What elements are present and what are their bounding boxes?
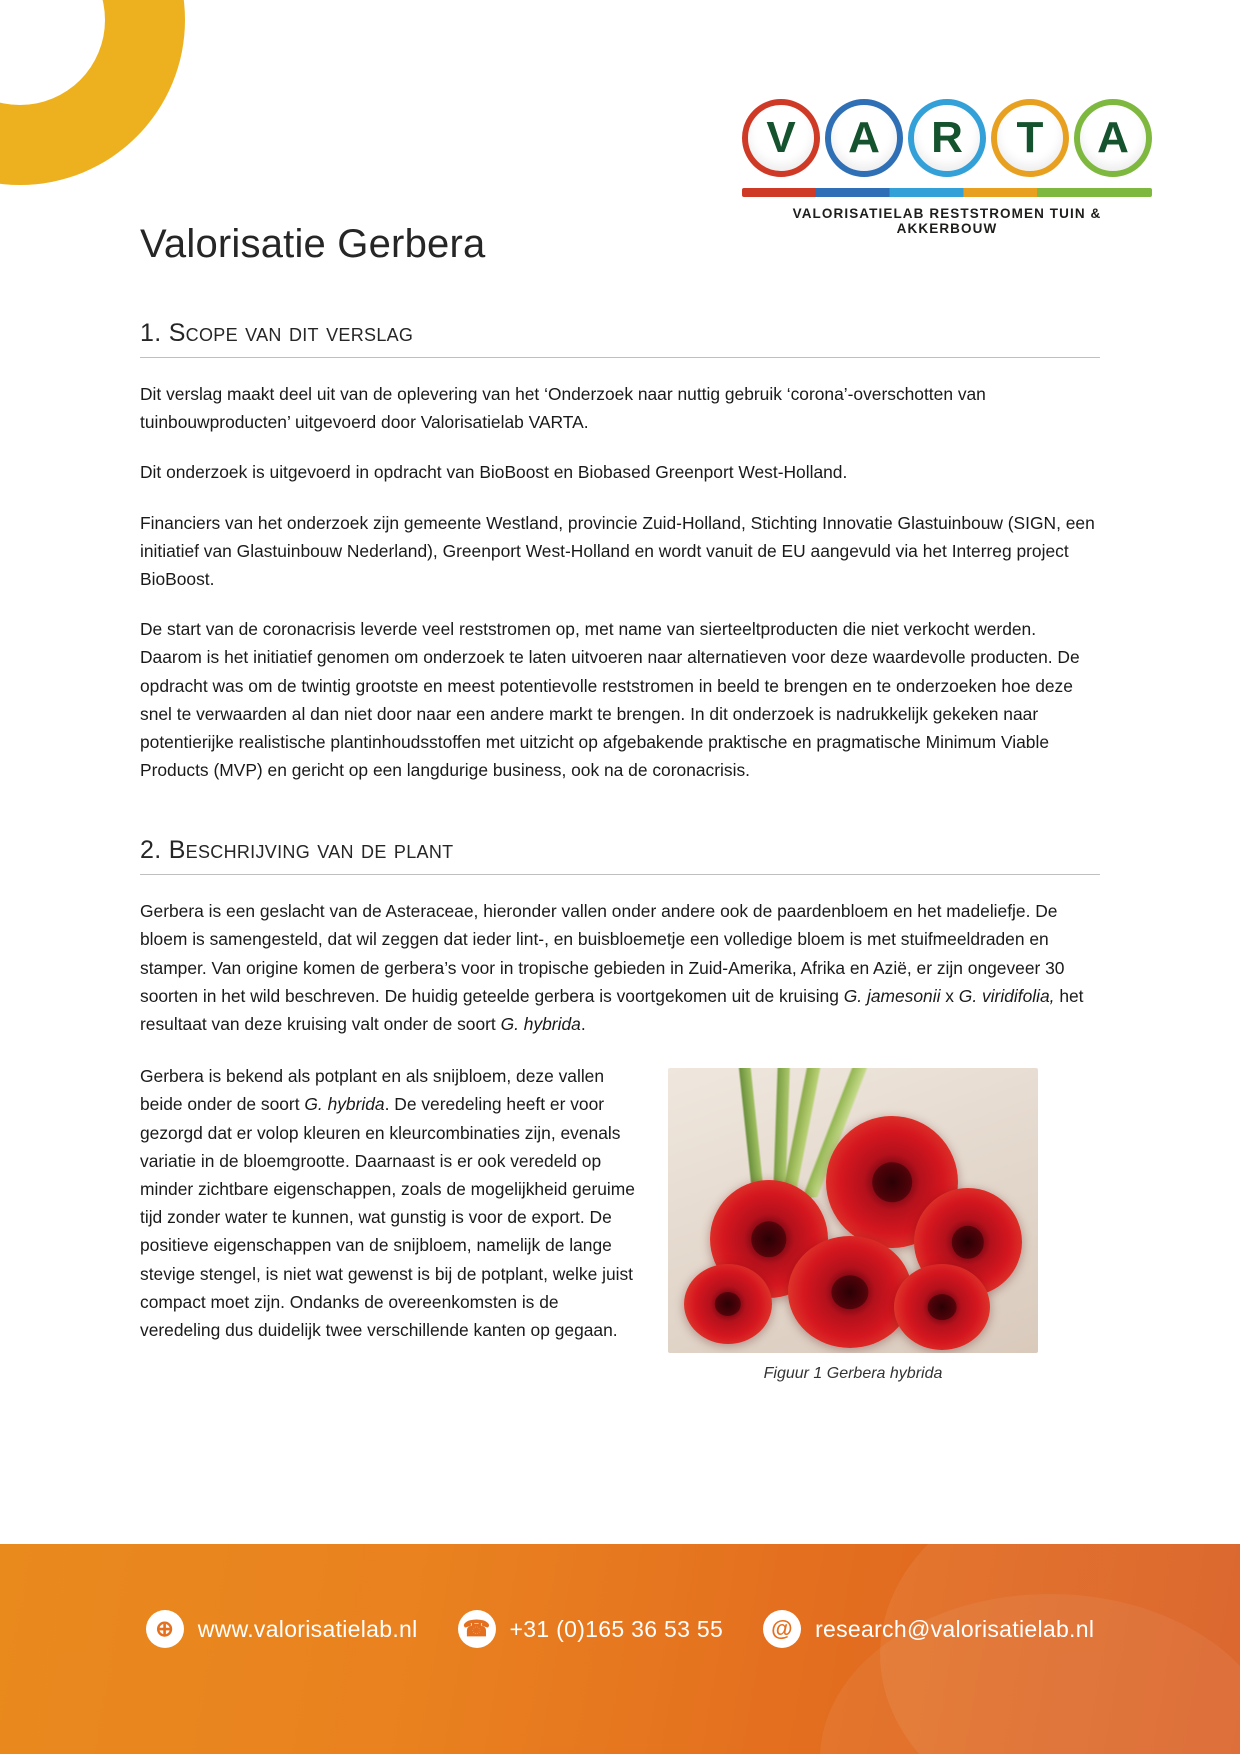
footer-website[interactable]	[146, 1610, 418, 1648]
section2-paragraph-1-tail: het resultaat van deze kruising valt onder de soort	[140, 985, 1084, 1034]
gerbera-bloom	[684, 1264, 772, 1344]
section-number-2: 2.	[140, 836, 162, 865]
page-title: Valorisatie Gerbera	[140, 222, 486, 266]
section2-paragraph-2	[140, 1062, 640, 1344]
page-footer	[0, 1544, 1240, 1754]
section2-column-text	[140, 1062, 640, 1344]
species-name-hybrida-2: G. hybrida	[304, 1094, 385, 1115]
section-title-1: Scope van dit verslag	[168, 319, 414, 347]
footer-contact-row	[0, 1610, 1240, 1648]
gerbera-bloom	[894, 1264, 990, 1350]
footer-website-text: www.valorisatielab.nl	[197, 1615, 418, 1642]
footer-email[interactable]	[763, 1610, 1094, 1648]
email-icon: @	[763, 1610, 801, 1648]
section2-paragraph-2-tail: . De veredeling heeft er voor gezorgd dat er volop kleuren en kleurcombinaties zijn, evenals variatie in de bloemgrootte. Daarnaast is er ook veredeld op minder zichtbare eigenschappen, zoals de mogelijkheid geruime tijd zonder water te kunnen, wat gunstig is voor de export. De positieve eigenschappen van de snijbloem, namelijk de lange stevige stengel, is niet wat gewenst is bij de potplant, welke juist compact moet zijn. Ondanks de overeenkomsten is de veredeling dus duidelijk twee verschillende kanten op gegaan.	[140, 1094, 635, 1340]
gerbera-photo	[668, 1068, 1038, 1353]
figure-1	[668, 1062, 1100, 1383]
section2-paragraph-1	[140, 897, 1100, 1038]
section-title-2: Beschrijving van de plant	[168, 836, 454, 865]
section2-paragraph-1-mid: x	[940, 985, 959, 1006]
section-number-1: 1.	[140, 319, 162, 347]
section-heading-1	[140, 319, 1100, 358]
section-heading-2	[140, 836, 1100, 875]
logo-letter-a1: A	[825, 99, 903, 177]
logo-letter-v: V	[742, 99, 820, 177]
text-figure-row	[140, 1062, 1100, 1383]
footer-phone-text: +31 (0)165 36 53 55	[509, 1615, 724, 1642]
species-name-jamesonii: G. jamesonii	[843, 985, 941, 1006]
phone-icon: ☎	[458, 1610, 496, 1648]
section1-paragraph-2: Dit onderzoek is uitgevoerd in opdracht van BioBoost en Biobased Greenport West-Holland.	[140, 462, 848, 483]
section2-paragraph-2-lead: Gerbera is bekend als potplant en als snijbloem, deze vallen beide onder de soort	[140, 1066, 605, 1115]
logo-letter-a2: A	[1074, 99, 1152, 177]
species-name-hybrida-1: G. hybrida	[500, 1014, 581, 1034]
section2-paragraph-1-lead: Gerbera is een geslacht van de Asteraceae, hieronder vallen onder andere ook de paardenbloem en het madeliefje. De bloem is samengesteld, dat wil zeggen dat ieder lint-, en buisbloemetje een volledige bloem is met stuifmeeldraden en stamper. Van origine komen de gerbera’s voor in tropische gebieden in Zuid-Amerika, Afrika en Azië, er zijn ongeveer 30 soorten in het wild beschreven. De huidig geteelde gerbera is voortgekomen uit de kruising	[140, 901, 1065, 1006]
logo-letter-r: R	[908, 99, 986, 177]
logo-letter-t: T	[991, 99, 1069, 177]
footer-email-text: research@valorisatielab.nl	[815, 1615, 1095, 1642]
globe-icon: ⊕	[146, 1610, 184, 1648]
footer-phone[interactable]	[458, 1610, 724, 1648]
section1-paragraph-1: Dit verslag maakt deel uit van de oplevering van het ‘Onderzoek naar nuttig gebruik ‘corona’-overschotten van tuinbouwproducten’ uitgevoerd door Valorisatielab VARTA.	[140, 384, 986, 433]
gerbera-bloom	[788, 1236, 912, 1348]
logo-tagline: VALORISATIELAB RESTSTROMEN TUIN & AKKERBOUW	[792, 206, 1102, 236]
section1-paragraph-4: De start van de coronacrisis leverde veel reststromen op, met name van sierteeltproducten die niet verkocht werden. Daarom is het initiatief genomen om onderzoek te laten uitvoeren naar alternatieven voor deze waardevolle producten. De opdracht was om de twintig grootste en meest potentievolle reststromen in beeld te brengen en te onderzoeken hoe deze snel te verwaarden al dan niet door naar een andere markt te brengen. In dit onderzoek is nadrukkelijk gekeken naar potentierijke realistische plantinhoudsstoffen met uitzicht op afgebakende praktische en pragmatische Minimum Viable Products (MVP) en gericht op een langdurige business, ook na de coronacrisis.	[140, 619, 1080, 781]
section2-paragraph-1-end: .	[580, 1014, 586, 1034]
section1-paragraph-3: Financiers van het onderzoek zijn gemeente Westland, provincie Zuid-Holland, Stichting Innovatie Glastuinbouw (SIGN, een initiatief van Glastuinbouw Nederland), Greenport West-Holland en wordt vanuit de EU aangevuld via het Interreg project BioBoost.	[140, 512, 1095, 589]
figure-caption: Figuur 1 Gerbera hybrida	[763, 1365, 943, 1383]
species-name-viridifolia: G. viridifolia,	[958, 985, 1055, 1006]
